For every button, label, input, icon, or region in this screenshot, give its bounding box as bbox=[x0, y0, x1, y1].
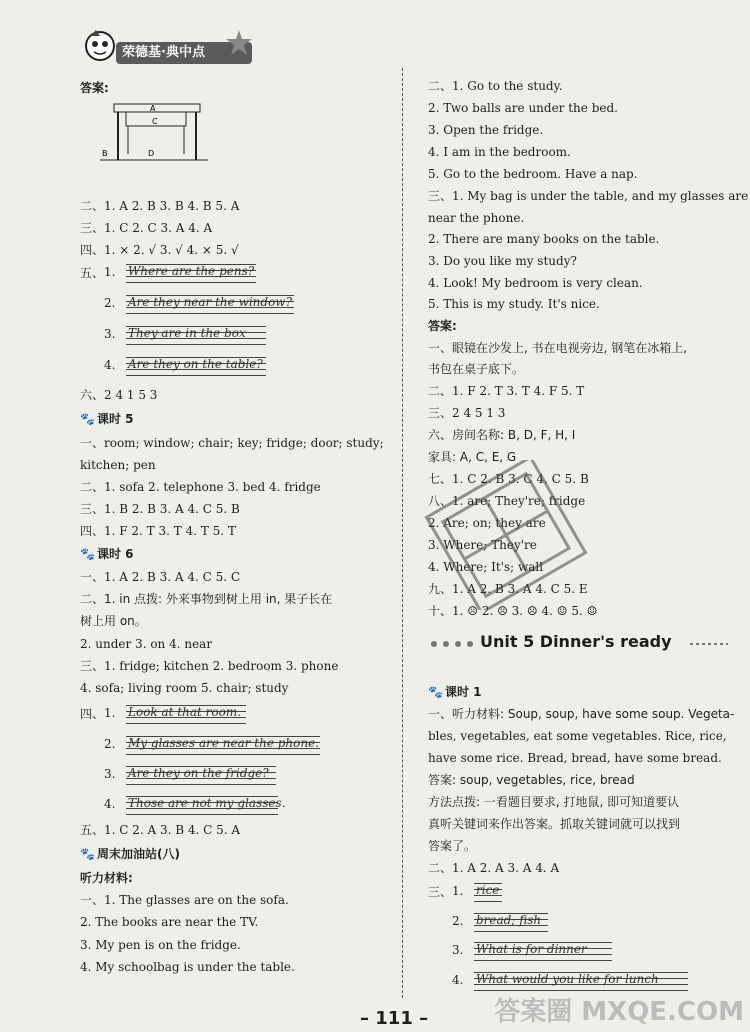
item-number: 3. bbox=[452, 943, 464, 957]
diagram-label-c: C bbox=[152, 117, 158, 126]
item-number: 4. bbox=[452, 973, 464, 987]
diagram-label-a: A bbox=[150, 104, 156, 113]
answer-label: 答案: bbox=[428, 319, 457, 333]
answer-line: 家具: A, C, E, G bbox=[428, 450, 517, 464]
answer-line: have some rice. Bread, bread, have some bread. bbox=[428, 751, 722, 765]
answer-line: 三、2 4 5 1 3 bbox=[428, 406, 506, 420]
handwritten-answer: Look at that room. bbox=[128, 705, 242, 719]
answer-line: 答案了。 bbox=[428, 839, 477, 853]
answer-line: 十、1. ☹ 2. ☹ 3. ☹ 4. ☺ 5. ☺ bbox=[428, 604, 598, 618]
question-prefix: 四、 bbox=[80, 707, 105, 721]
answer-line: 一、1. The glasses are on the sofa. bbox=[80, 893, 289, 907]
table-diagram bbox=[98, 98, 208, 168]
answer-line: 八、1. are; They're; fridge bbox=[428, 494, 586, 508]
answer-line: 2. Are; on; they are bbox=[428, 516, 546, 530]
item-number: 4. bbox=[104, 358, 116, 372]
diagram-label-b: B bbox=[102, 149, 108, 158]
item-number: 2. bbox=[104, 737, 116, 751]
item-number: 2. bbox=[452, 914, 464, 928]
item-number: 1. bbox=[452, 884, 464, 898]
handwritten-answer: Are they on the table? bbox=[128, 357, 263, 371]
paw-icon: 🐾 bbox=[428, 685, 443, 699]
column-divider bbox=[402, 68, 403, 998]
answer-line: 4. I am in the bedroom. bbox=[428, 145, 571, 159]
unit-title: Unit 5 Dinner's ready bbox=[480, 632, 672, 651]
answer-line: 一、眼镜在沙发上, 书在电视旁边, 钢笔在冰箱上, bbox=[428, 341, 688, 355]
handwritten-answer: They are in the box bbox=[128, 326, 246, 340]
answer-line: 答案: soup, vegetables, rice, bread bbox=[428, 773, 635, 787]
diagram-label-d: D bbox=[148, 149, 155, 158]
answer-line: 三、1. C 2. C 3. A 4. A bbox=[80, 221, 213, 235]
site-watermark: 答案圈 MXQE.COM bbox=[494, 997, 744, 1027]
answer-line: 九、1. A 2. B 3. A 4. C 5. E bbox=[428, 582, 588, 596]
answer-line: 四、1. F 2. T 3. T 4. T 5. T bbox=[80, 524, 236, 538]
item-number: 1. bbox=[104, 265, 116, 279]
handwritten-answer: Where are the pens? bbox=[128, 264, 255, 278]
paw-icon: 🐾 bbox=[80, 847, 95, 861]
answer-line: 六、2 4 1 5 3 bbox=[80, 388, 158, 402]
question-prefix: 五、 bbox=[80, 266, 105, 280]
answer-line: 二、1. A 2. B 3. B 4. B 5. A bbox=[80, 199, 240, 213]
answer-line: kitchen; pen bbox=[80, 458, 156, 472]
handwritten-answer: What would you like for lunch bbox=[476, 972, 659, 986]
item-number: 3. bbox=[104, 327, 116, 341]
item-number: 4. bbox=[104, 797, 116, 811]
page-number: – 111 – bbox=[360, 1008, 429, 1029]
answer-line: 3. Open the fridge. bbox=[428, 123, 544, 137]
answer-line: 三、1. fridge; kitchen 2. bedroom 3. phone bbox=[80, 659, 339, 673]
seal-stamp-icon bbox=[406, 460, 606, 610]
answer-line: 二、1. F 2. T 3. T 4. F 5. T bbox=[428, 384, 585, 398]
answer-line: 四、1. × 2. √ 3. √ 4. × 5. √ bbox=[80, 243, 239, 257]
answer-line: 5. Go to the bedroom. Have a nap. bbox=[428, 167, 638, 181]
answer-line: 2. There are many books on the table. bbox=[428, 232, 660, 246]
answer-line: 二、1. A 2. A 3. A 4. A bbox=[428, 861, 560, 875]
answer-line: 5. This is my study. It's nice. bbox=[428, 297, 600, 311]
answer-line: 方法点拨: 一看题目要求, 打地鼠, 即可知道要认 bbox=[428, 795, 680, 809]
answer-line: near the phone. bbox=[428, 211, 525, 225]
handwritten-answer: Are they near the window? bbox=[128, 295, 293, 309]
section-heading: 🐾 课时 5 bbox=[80, 412, 134, 426]
answer-line: 书包在桌子底下。 bbox=[428, 362, 525, 376]
handwritten-answer: My glasses are near the phone. bbox=[128, 736, 320, 750]
answer-line: 树上用 on。 bbox=[80, 614, 147, 628]
answer-line: 2. under 3. on 4. near bbox=[80, 637, 213, 651]
paw-icon: 🐾 bbox=[80, 412, 95, 426]
answer-line: 4. Look! My bedroom is very clean. bbox=[428, 276, 643, 290]
handwritten-answer: rice bbox=[476, 883, 500, 897]
answer-line: 真听关键词来作出答案。抓取关键词就可以找到 bbox=[428, 817, 681, 831]
answer-line: 一、1. A 2. B 3. A 4. C 5. C bbox=[80, 570, 241, 584]
answer-line: 一、room; window; chair; key; fridge; door; study; bbox=[80, 436, 384, 450]
answer-line: 三、1. My bag is under the table, and my glasses are bbox=[428, 189, 749, 203]
answer-line: 二、1. in 点拨: 外来事物到树上用 in, 果子长在 bbox=[80, 592, 333, 606]
item-number: 2. bbox=[104, 296, 116, 310]
section-heading: 🐾 课时 1 bbox=[428, 685, 482, 699]
answer-line: 三、1. B 2. B 3. A 4. C 5. B bbox=[80, 502, 240, 516]
answer-line: 3. Do you like my study? bbox=[428, 254, 577, 268]
answer-line: 2. Two balls are under the bed. bbox=[428, 101, 618, 115]
handwritten-answer: Are they on the fridge? bbox=[128, 766, 269, 780]
answer-label: 答案: bbox=[80, 81, 109, 95]
paw-icon: 🐾 bbox=[80, 547, 95, 561]
answer-line: 4. Where; It's; wall bbox=[428, 560, 544, 574]
section-heading: 🐾 课时 6 bbox=[80, 547, 134, 561]
answer-line: 二、1. Go to the study. bbox=[428, 79, 563, 93]
question-prefix: 三、 bbox=[428, 885, 453, 899]
handwritten-answer: Those are not my glasses. bbox=[128, 796, 286, 810]
handwritten-answer: What is for dinner bbox=[476, 942, 587, 956]
answer-line: 4. sofa; living room 5. chair; study bbox=[80, 681, 289, 695]
item-number: 1. bbox=[104, 706, 116, 720]
section-heading: 🐾 周末加油站(八) bbox=[80, 847, 180, 861]
answer-line: 4. My schoolbag is under the table. bbox=[80, 960, 295, 974]
star-icon bbox=[224, 28, 254, 58]
answer-line: 七、1. C 2. B 3. C 4. C 5. B bbox=[428, 472, 589, 486]
answer-line: 一、听力材料: Soup, soup, have some soup. Vegeta- bbox=[428, 707, 735, 721]
answer-line: 2. The books are near the TV. bbox=[80, 915, 259, 929]
brand-banner: 荣德基·典中点 bbox=[116, 42, 252, 64]
answer-line: 五、1. C 2. A 3. B 4. C 5. A bbox=[80, 823, 241, 837]
item-number: 3. bbox=[104, 767, 116, 781]
brand-logo bbox=[82, 28, 252, 68]
handwritten-answer: bread; fish bbox=[476, 913, 542, 927]
answer-line: 二、1. sofa 2. telephone 3. bed 4. fridge bbox=[80, 480, 321, 494]
answer-line: 六、房间名称: B, D, F, H, I bbox=[428, 428, 576, 442]
answer-line: bles, vegetables, eat some vegetables. Rice, rice, bbox=[428, 729, 727, 743]
answer-line: 3. My pen is on the fridge. bbox=[80, 938, 241, 952]
answer-line: 3. Where; They're bbox=[428, 538, 537, 552]
listening-label: 听力材料: bbox=[80, 871, 133, 885]
